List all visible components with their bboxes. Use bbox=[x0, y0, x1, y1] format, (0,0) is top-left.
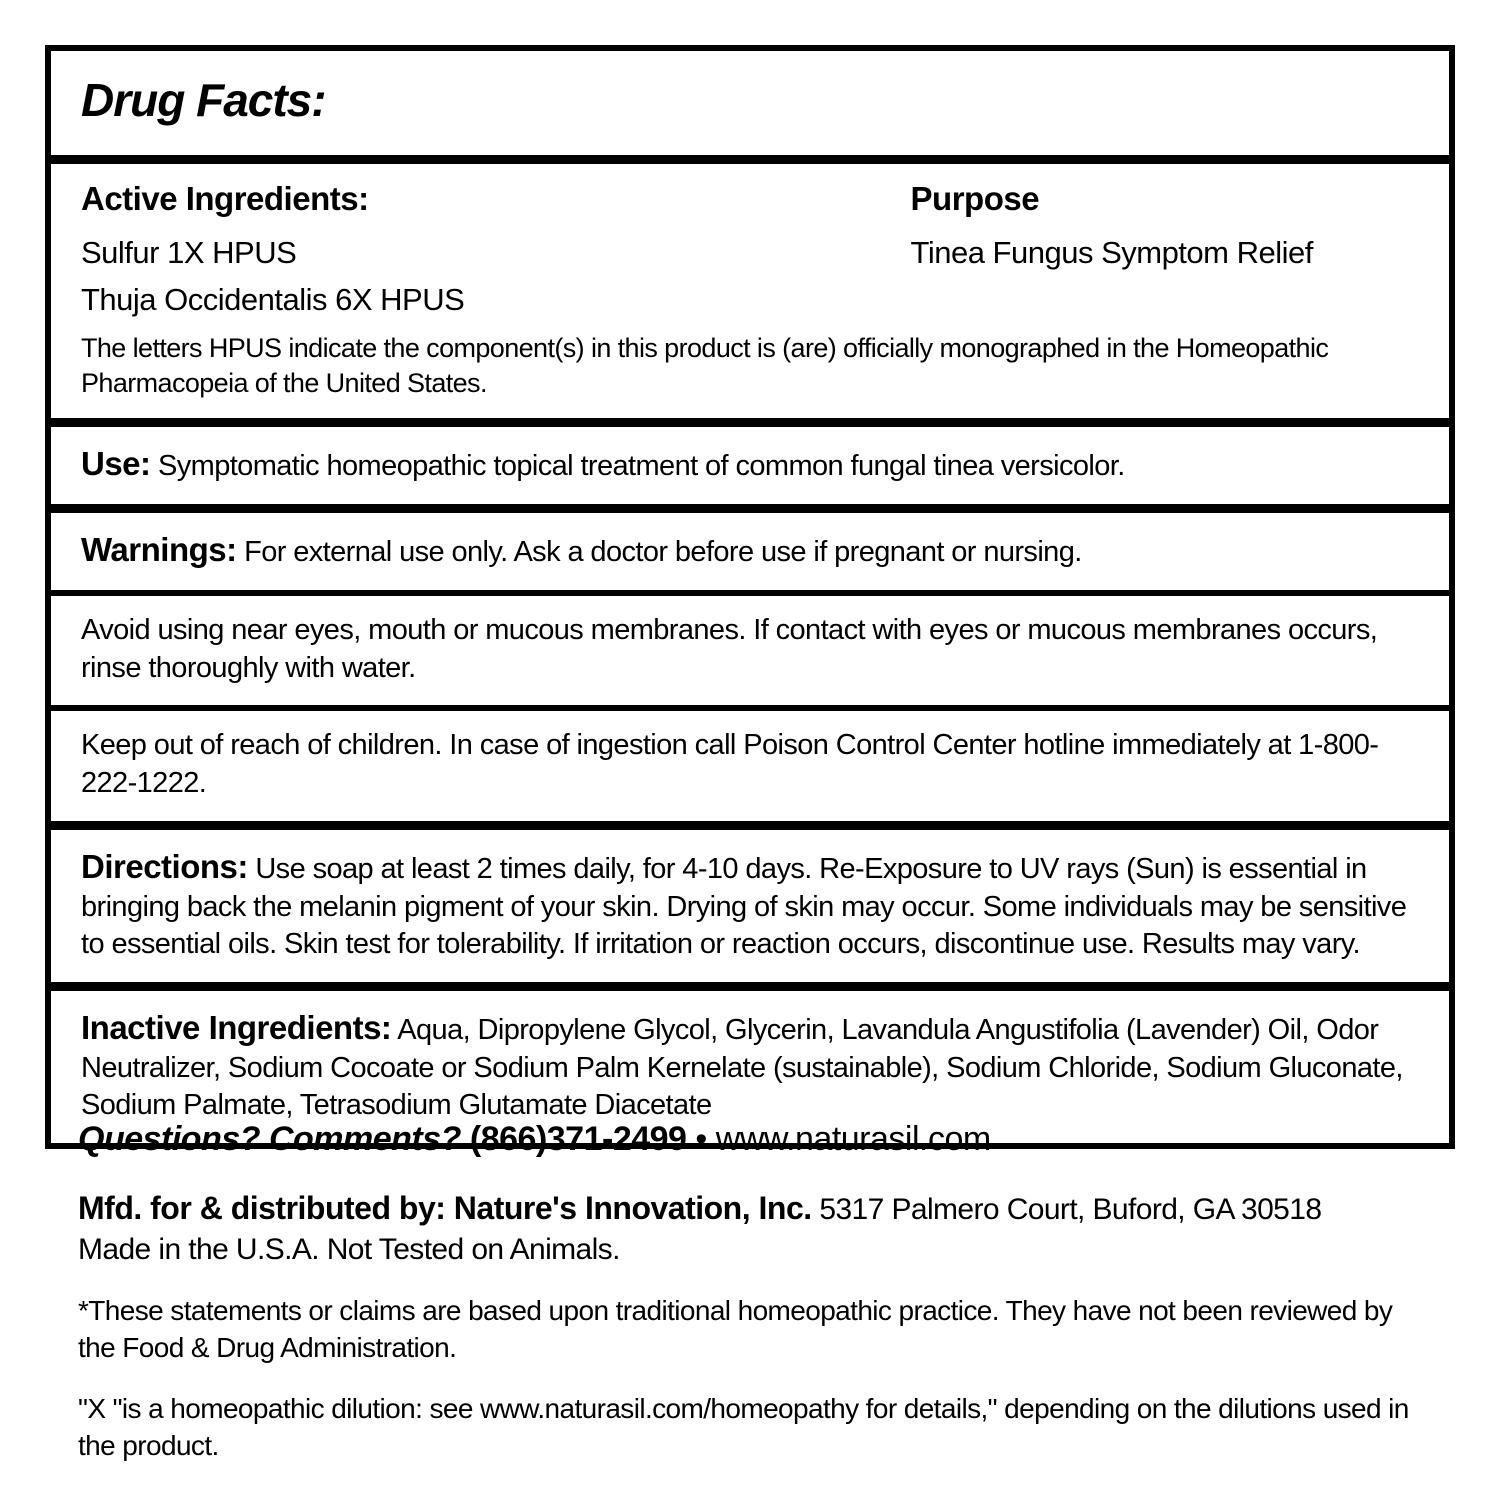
directions-paragraph bbox=[81, 846, 1419, 964]
active-ingredients-columns bbox=[81, 180, 1419, 323]
avoid-warning-text: Avoid using near eyes, mouth or mucous membranes. If contact with eyes or mucous membranes occurs, rinse thoroughly with water. bbox=[81, 613, 1378, 684]
directions-text: Use soap at least 2 times daily, for 4-10 days. Re-Exposure to UV rays (Sun) is essential in bringing back the melanin pigment of your skin. Drying of skin may occur. Some individuals may be sensitive to essential oils. Skin test for tolerability. If irritation or reaction occurs, discontinue use. Results may vary. bbox=[81, 852, 1407, 961]
warnings-section bbox=[51, 504, 1449, 590]
purpose-heading: Purpose bbox=[910, 180, 1040, 217]
questions-label: Questions? Comments? bbox=[78, 1120, 461, 1158]
drug-facts-header-section bbox=[51, 51, 1449, 155]
dilution-note: "X "is a homeopathic dilution: see www.naturasil.com/homeopathy for details," depending on the dilutions used in the product. bbox=[78, 1393, 1409, 1462]
warnings-text: For external use only. Ask a doctor before use if pregnant or nursing. bbox=[244, 535, 1082, 568]
bullet-separator: • bbox=[695, 1120, 707, 1158]
active-ingredient-item: Thuja Occidentalis 6X HPUS bbox=[81, 281, 465, 317]
drug-facts-panel bbox=[45, 45, 1455, 1149]
active-ingredient-item: Sulfur 1X HPUS bbox=[81, 235, 297, 270]
keep-out-section bbox=[51, 705, 1449, 820]
avoid-warning-section bbox=[51, 590, 1449, 705]
made-in-text: Made in the U.S.A. Not Tested on Animals. bbox=[78, 1232, 620, 1266]
questions-line bbox=[78, 1120, 1428, 1159]
manufacturer-address: 5317 Palmero Court, Buford, GA 30518 bbox=[819, 1193, 1322, 1226]
manufacturer-line bbox=[78, 1187, 1428, 1269]
directions-section bbox=[51, 821, 1449, 982]
active-ingredients-column bbox=[81, 180, 911, 323]
label-footer bbox=[78, 1120, 1428, 1489]
inactive-ingredients-paragraph bbox=[81, 1007, 1419, 1125]
website-url: www.naturasil.com bbox=[715, 1120, 991, 1158]
warnings-paragraph bbox=[81, 529, 1419, 572]
manufacturer-label: Mfd. for & distributed by: Nature's Innovation, Inc. bbox=[78, 1190, 812, 1226]
hpus-note: The letters HPUS indicate the component(s) in this product is (are) officially monographed in the Homeopathic Pharmacopeia of the United States. bbox=[81, 333, 1329, 398]
use-paragraph bbox=[81, 443, 1419, 486]
phone-number: (866)371-2499 bbox=[469, 1120, 687, 1158]
use-heading: Use: bbox=[81, 445, 151, 483]
drug-facts-title: Drug Facts: bbox=[81, 74, 326, 126]
keep-out-text: Keep out of reach of children. In case of ingestion call Poison Control Center hotline immediately at 1-800-222-1222. bbox=[81, 729, 1379, 799]
use-text: Symptomatic homeopathic topical treatment of common fungal tinea versicolor. bbox=[158, 450, 1125, 483]
active-ingredients-heading: Active Ingredients: bbox=[81, 180, 369, 217]
inactive-ingredients-section bbox=[51, 982, 1449, 1143]
inactive-ingredients-text: Aqua, Dipropylene Glycol, Glycerin, Lavandula Angustifolia (Lavender) Oil, Odor Neutralizer, Sodium Cocoate or Sodium Palm Kernelate (sustainable), Sodium Chloride, Sodium Gluconate, Sodium Palmate, Tetrasodium Glutamate Diacetate bbox=[81, 1013, 1403, 1122]
inactive-ingredients-heading: Inactive Ingredients: bbox=[81, 1008, 392, 1046]
warnings-heading: Warnings: bbox=[81, 530, 237, 568]
use-section bbox=[51, 418, 1449, 504]
purpose-value: Tinea Fungus Symptom Relief bbox=[910, 235, 1313, 270]
purpose-column bbox=[911, 180, 1419, 323]
fda-disclaimer: *These statements or claims are based upon traditional homeopathic practice. They have not been reviewed by the Food & Drug Administration. bbox=[78, 1295, 1393, 1364]
directions-heading: Directions: bbox=[81, 847, 248, 885]
active-ingredients-section bbox=[51, 155, 1449, 418]
